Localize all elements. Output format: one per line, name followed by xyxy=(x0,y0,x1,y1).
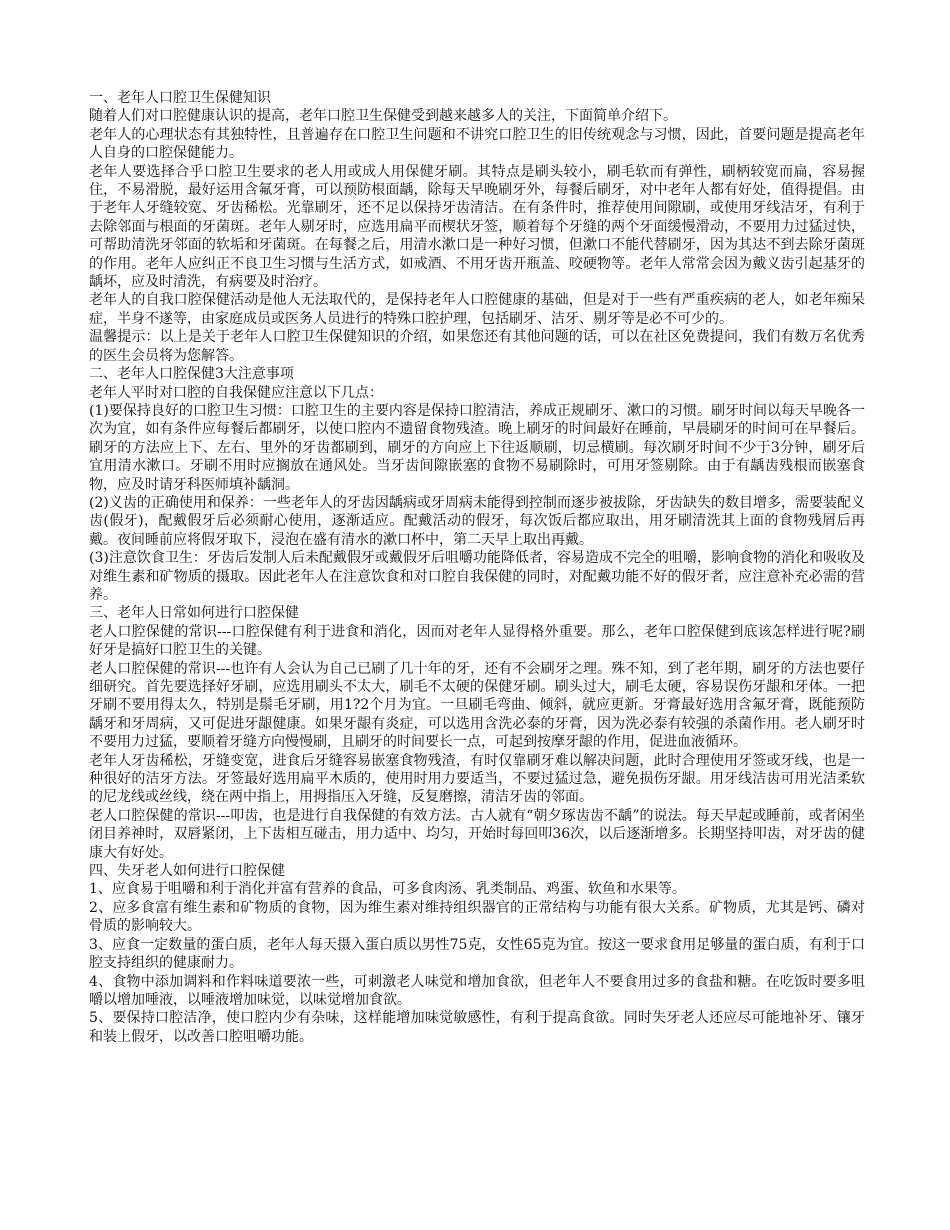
section-heading: 四、失牙老人如何进行口腔保健 xyxy=(89,863,285,880)
paragraph: 老年人平时对口腔的自我保健应注意以下几点： xyxy=(89,384,383,401)
paragraph: (2)义齿的正确使用和保养：一些老年人的牙齿因龋病或牙周病未能得到控制而逐步被拔除，牙齿缺失的数目增多，需要装配义齿(假牙)，配戴假牙后必须耐心使用，逐渐适应。配戴活动的假牙，每次饭后都应取出，用牙刷清洗其上面的食物残屑后再戴。夜间睡前应将假牙取下，浸泡在盛有清水的漱口杯中，第二天早上取出再戴。 xyxy=(89,494,865,548)
paragraph: 1、应食易于咀嚼和利于消化并富有营养的食品，可多食肉汤、乳类制品、鸡蛋、软鱼和水果等。 xyxy=(89,881,686,898)
paragraph: (1)要保持良好的口腔卫生习惯：口腔卫生的主要内容是保持口腔清洁，养成正规刷牙、漱口的习惯。刷牙时间以每天早晚各一次为宜，如有条件应每餐后都刷牙，以使口腔内不遗留食物残渣。晚上刷牙的时间最好在睡前，早晨刷牙的时间可在早餐后。刷牙的方法应上下、左右、里外的牙齿都刷到，刷牙的方向应上下往返顺刷，切忌横刷。每次刷牙时间不少于3分钟，刷牙后宜用清水漱口。牙刷不用时应搁放在通风处。当牙齿间隙嵌塞的食物不易刷除时，可用牙签剔除。由于有龋齿残根而嵌塞食物，应及时请牙科医师填补龋洞。 xyxy=(89,402,865,493)
section-heading: 一、老年人口腔卫生保健知识 xyxy=(89,90,271,106)
paragraph: 老人口腔保健的常识---叩齿，也是进行自我保健的有效方法。古人就有“朝夕琢齿齿不龋”的说法。每天早起或睡前，或者闲坐闭目养神时，双唇紧闭，上下齿相互碰击，用力适中、均匀，开始时每回叩36次，以后逐渐增多。长期坚持叩齿，对牙齿的健康大有好处。 xyxy=(89,807,865,861)
section-daily-care xyxy=(89,604,865,862)
paragraph: 随着人们对口腔健康认识的提高，老年口腔卫生保健受到越来越多人的关注，下面简单介绍下。 xyxy=(89,108,677,125)
paragraph: 老人口腔保健的常识---口腔保健有利于进食和消化，因而对老年人显得格外重要。那么，老年口腔保健到底该怎样进行呢?刷好牙是搞好口腔卫生的关键。 xyxy=(89,623,865,659)
section-toothless-elderly xyxy=(89,862,865,1046)
paragraph: 老年人的自我口腔保健活动是他人无法取代的，是保持老年人口腔健康的基础，但是对于一些有严重疾病的老人，如老年痴呆症，半身不遂等，由家庭成员或医务人员进行的特殊口腔护理，包括刷牙、洁牙、剔牙等是必不可少的。 xyxy=(89,292,865,327)
section-heading: 三、老年人日常如何进行口腔保健 xyxy=(89,605,299,622)
section-heading: 二、老年人口腔保健3大注意事项 xyxy=(89,366,294,383)
section-three-precautions xyxy=(89,365,865,604)
document-body xyxy=(89,89,865,1046)
paragraph: 3、应食一定数量的蛋白质，老年人每天摄入蛋白质以男性75克，女性65克为宜。按这一要求食用足够量的蛋白质，有利于口腔支持组织的健康耐力。 xyxy=(89,936,865,972)
paragraph: 老年人要选择合乎口腔卫生要求的老人用或成人用保健牙刷。其特点是刷头较小，刷毛软而有弹性，刷柄较宽而扁，容易握住，不易滑脱，最好运用含氟牙膏，可以预防根面龋，除每天早晚刷牙外，每餐后刷牙，对中老年人都有好处，值得提倡。由于老年人牙缝较宽、牙齿稀松。光靠刷牙，还不足以保持牙齿清洁。在有条件时，推荐使用间隙刷，或使用牙线洁牙，有利于去除邻面与根面的牙菌斑。老年人剔牙时，应选用扁平而楔状牙签，顺着每个牙缝的两个牙面缓慢滑动，不要用力过猛过快，可帮助清洗牙邻面的软垢和牙菌斑。在每餐之后，用清水漱口是一种好习惯，但漱口不能代替刷牙，因为其达不到去除牙菌斑的作用。老年人应纠正不良卫生习惯与生活方式，如戒酒、不用牙齿开瓶盖、咬硬物等。老年人常常会因为戴义齿引起基牙的龋坏，应及时清洗，有病要及时治疗。 xyxy=(89,163,865,291)
section-oral-hygiene-knowledge xyxy=(89,89,865,365)
paragraph: 4、食物中添加调料和作料味道要浓一些，可刺激老人味觉和增加食欲，但老年人不要食用过多的食盐和糖。在吃饭时要多咀嚼以增加唾液，以唾液增加味觉，以味觉增加食欲。 xyxy=(89,973,865,1008)
paragraph: 5、要保持口腔洁净，使口腔内少有杂味，这样能增加味觉敏感性，有利于提高食欲。同时失牙老人还应尽可能地补牙、镶牙和装上假牙，以改善口腔咀嚼功能。 xyxy=(89,1010,865,1045)
paragraph: 老年人牙齿稀松，牙缝变宽，进食后牙缝容易嵌塞食物残渣，有时仅靠刷牙难以解决问题，此时合理使用牙签或牙线，也是一种很好的洁牙方法。牙签最好选用扁平木质的，使用时用力要适当，不要过猛过急，避免损伤牙龈。用牙线洁齿可用光洁柔软的尼龙线或丝线，绕在两中指上，用拇指压入牙缝，反复磨擦，清洁牙齿的邻面。 xyxy=(89,752,865,806)
paragraph: 老年人的心理状态有其独特性，且普遍存在口腔卫生问题和不讲究口腔卫生的旧传统观念与习惯，因此，首要问题是提高老年人自身的口腔保健能力。 xyxy=(89,126,865,162)
paragraph: (3)注意饮食卫生：牙齿后发制人后未配戴假牙或戴假牙后咀嚼功能降低者，容易造成不完全的咀嚼，影响食物的消化和吸收及对维生素和矿物质的摄取。因此老年人在注意饮食和对口腔自我保健的同时，对配戴功能不好的假牙者，应注意补充必需的营养。 xyxy=(89,550,865,603)
paragraph: 温馨提示：以上是关于老年人口腔卫生保健知识的介绍，如果您还有其他问题的话，可以在社区免费提问，我们有数万名优秀的医生会员将为您解答。 xyxy=(89,329,865,364)
paragraph: 2、应多食富有维生素和矿物质的食物，因为维生素对维持组织器官的正常结构与功能有很大关系。矿物质，尤其是钙、磷对骨质的影响较大。 xyxy=(89,899,865,935)
paragraph: 老人口腔保健的常识---也许有人会认为自己已刷了几十年的牙，还有不会刷牙之理。殊不知，到了老年期，刷牙的方法也要仔细研究。首先要选择好牙刷，应选用刷头不太大，刷毛不太硬的保健牙刷。刷头过大，刷毛太硬，容易误伤牙龈和牙体。一把牙刷不要用得太久，特别是鬃毛牙刷，用1?2个月为宜。一旦刷毛弯曲、倾斜，就应更新。牙膏最好选用含氟牙膏，既能预防龋牙和牙周病，又可促进牙龈健康。如果牙龈有炎症，可以选用含洗必泰的牙膏，因为洗必泰有较强的杀菌作用。老人刷牙时不要用力过猛，要顺着牙缝方向慢慢刷，且刷牙的时间要长一点，可起到按摩牙龈的作用，促进血液循环。 xyxy=(89,660,865,751)
